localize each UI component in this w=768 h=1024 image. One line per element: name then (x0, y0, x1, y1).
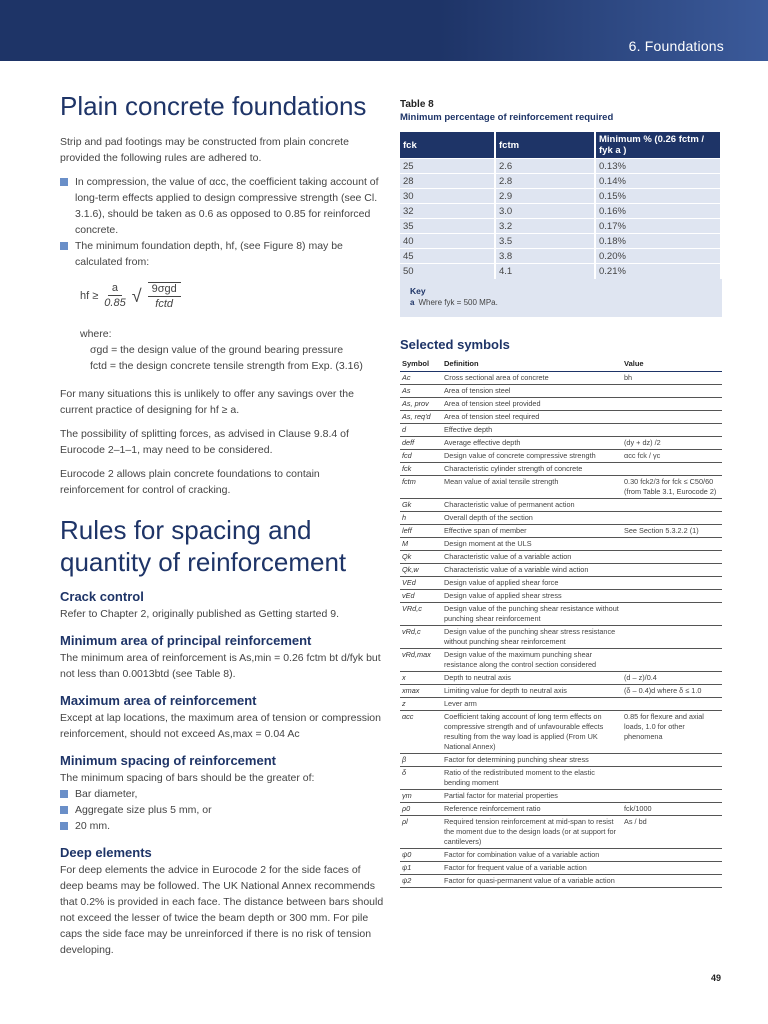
max-area-text: Except at lap locations, the maximum area of tension or compression reinforcement, should not exceed As,max = 0.04 Ac (60, 712, 381, 740)
symbol-row (400, 625, 722, 648)
value-cell (622, 462, 722, 475)
symbols-header-definition: Definition (442, 358, 622, 372)
symbol-row (400, 671, 722, 684)
page-title: Plain concrete foundations (60, 91, 367, 121)
value-cell: bh (622, 371, 722, 384)
definition-cell: Required tension reinforcement at mid-span to resist the moment due to the design loads (or at support for cantilevers) (442, 815, 622, 848)
table8-cell: 2.9 (495, 189, 595, 204)
symbol-cell: z (400, 697, 442, 710)
symbol-cell: ψ0 (400, 848, 442, 861)
symbol-cell: ψ2 (400, 874, 442, 887)
symbol-cell: VRd,c (400, 602, 442, 625)
left-column (60, 90, 385, 966)
value-cell: (d – z)/0.4 (622, 671, 722, 684)
table8-title: Table 8 (400, 99, 434, 110)
where-label: where: (80, 328, 112, 340)
heading-min-spacing: Minimum spacing of reinforcement (60, 753, 276, 768)
right-column (400, 98, 722, 888)
symbol-cell: vEd (400, 589, 442, 602)
value-cell: See Section 5.3.2.2 (1) (622, 524, 722, 537)
bullet-depth: The minimum foundation depth, hf, (see Figure 8) may be calculated from: (60, 238, 385, 270)
paragraph-splitting: The possibility of splitting forces, as advised in Clause 9.8.4 of Eurocode 2–1–1, may need to be considered. (60, 428, 349, 456)
value-cell (622, 511, 722, 524)
heading-deep-elements: Deep elements (60, 845, 152, 860)
symbol-cell: ρ0 (400, 802, 442, 815)
symbol-cell: leff (400, 524, 442, 537)
min-area-text: The minimum area of reinforcement is As,min = 0.26 fctm bt d/fyk but not less than 0.0013btd (see Table 8). (60, 652, 381, 680)
symbol-cell: Qk (400, 550, 442, 563)
where-fctd: fctd = the design concrete tensile strength from Exp. (3.16) (90, 360, 363, 372)
definition-cell: Depth to neutral axis (442, 671, 622, 684)
symbol-row (400, 371, 722, 384)
table8-cell: 45 (400, 249, 495, 264)
symbols-header-value: Value (622, 358, 722, 372)
definition-cell: Cross sectional area of concrete (442, 371, 622, 384)
definition-cell: Coefficient taking account of long term effects on compressive strength and of unfavourable effects resulting from the way load is applied (From UK National Annex) (442, 710, 622, 753)
table8-cell: 3.2 (495, 219, 595, 234)
bullet-compression: In compression, the value of αcc, the coefficient taking account of long-term effects applied to design compressive strength (see Cl. 3.1.6), should be taken as 0.6 as opposed to 0.85 for reinforced concrete. (60, 174, 385, 238)
symbol-row (400, 848, 722, 861)
symbol-cell: Ac (400, 371, 442, 384)
definition-cell: Area of tension steel provided (442, 397, 622, 410)
value-cell (622, 766, 722, 789)
definition-cell: Area of tension steel (442, 384, 622, 397)
table8-cell: 4.1 (495, 264, 595, 279)
symbol-cell: δ (400, 766, 442, 789)
table8-row (400, 204, 721, 219)
value-cell (622, 397, 722, 410)
value-cell: As / bd (622, 815, 722, 848)
table8-cell: 3.5 (495, 234, 595, 249)
heading-min-area: Minimum area of principal reinforcement (60, 633, 312, 648)
symbol-row (400, 697, 722, 710)
table8-subtitle: Minimum percentage of reinforcement required (400, 112, 614, 123)
table8-row (400, 174, 721, 189)
symbol-cell: M (400, 537, 442, 550)
table8-row (400, 159, 721, 174)
table8-row (400, 264, 721, 279)
value-cell (622, 648, 722, 671)
value-cell: (dy + dz) /2 (622, 436, 722, 449)
symbol-row (400, 589, 722, 602)
definition-cell: Characteristic value of a variable action (442, 550, 622, 563)
heading-crack-control: Crack control (60, 589, 144, 604)
symbol-cell: ψ1 (400, 861, 442, 874)
value-cell: αcc fck / γc (622, 449, 722, 462)
definition-cell: Characteristic value of permanent action (442, 498, 622, 511)
symbol-cell: VEd (400, 576, 442, 589)
symbol-row (400, 874, 722, 887)
heading-max-area: Maximum area of reinforcement (60, 693, 257, 708)
table8-row (400, 234, 721, 249)
value-cell (622, 384, 722, 397)
definition-cell: Design value of the maximum punching shear resistance along the control section considered (442, 648, 622, 671)
table8-cell: 28 (400, 174, 495, 189)
table8-cell: 25 (400, 159, 495, 174)
intro-paragraph: Strip and pad footings may be constructed from plain concrete provided the following rules are adhered to. (60, 136, 349, 164)
value-cell (622, 697, 722, 710)
deep-elements-text: For deep elements the advice in Eurocode 2 for the side faces of deep beams may be followed. The UK National Annex recommends that 0.2% is provided in each face. The distance between bars should not exceed the lesser of twice the beam depth or 300 mm. For pile caps the side face may be unreinforced if there is no risk of tension developing. (60, 864, 384, 956)
symbol-cell: d (400, 423, 442, 436)
value-cell: fck/1000 (622, 802, 722, 815)
definition-cell: Design value of the punching shear resistance without punching shear reinforcement (442, 602, 622, 625)
symbol-row (400, 498, 722, 511)
table8-key (400, 279, 722, 317)
value-cell: 0.30 fck2/3 for fck ≤ C50/60 (from Table 3.1, Eurocode 2) (622, 475, 722, 498)
value-cell (622, 625, 722, 648)
formula-denominator-2: fctd (155, 297, 174, 310)
value-cell (622, 410, 722, 423)
formula-numerator: a (108, 282, 122, 296)
symbol-cell: Gk (400, 498, 442, 511)
symbols-table (400, 358, 722, 888)
definition-cell: Area of tension steel required (442, 410, 622, 423)
symbol-row (400, 436, 722, 449)
symbol-row (400, 449, 722, 462)
value-cell: (δ – 0.4)d where δ ≤ 1.0 (622, 684, 722, 697)
key-text: Where fyk = 500 MPa. (418, 297, 498, 307)
symbol-row (400, 384, 722, 397)
symbol-row (400, 524, 722, 537)
table8-cell: 0.20% (595, 249, 721, 264)
symbol-row (400, 576, 722, 589)
symbol-row (400, 684, 722, 697)
formula-denominator: 0.85 (104, 297, 126, 309)
spacing-bullet-3: 20 mm. (60, 818, 385, 834)
value-cell (622, 848, 722, 861)
definition-cell: Characteristic cylinder strength of concrete (442, 462, 622, 475)
symbol-row (400, 563, 722, 576)
symbol-cell: β (400, 753, 442, 766)
table8-row (400, 189, 721, 204)
sqrt-icon: √ (131, 286, 142, 306)
paragraph-savings: For many situations this is unlikely to offer any savings over the current practice of designing for hf ≥ a. (60, 388, 354, 416)
definition-cell: Design value of concrete compressive strength (442, 449, 622, 462)
where-sigma: σgd = the design value of the ground bearing pressure (90, 344, 344, 356)
symbol-row (400, 511, 722, 524)
symbol-row (400, 423, 722, 436)
table8-row (400, 219, 721, 234)
table8-cell: 0.16% (595, 204, 721, 219)
symbol-row (400, 410, 722, 423)
paragraph-eurocode: Eurocode 2 allows plain concrete foundations to contain reinforcement for control of cracking. (60, 468, 320, 496)
symbol-row (400, 753, 722, 766)
table8-cell: 0.17% (595, 219, 721, 234)
symbol-cell: deff (400, 436, 442, 449)
symbol-cell: As (400, 384, 442, 397)
table8-header-min: Minimum % (0.26 fctm / fyk a ) (595, 132, 721, 159)
definition-cell: Design moment at the ULS (442, 537, 622, 550)
symbol-row (400, 802, 722, 815)
definition-cell: Factor for quasi-permanent value of a variable action (442, 874, 622, 887)
key-title: Key (410, 285, 426, 296)
section-title: 6. Foundations (628, 38, 724, 54)
value-cell (622, 861, 722, 874)
depth-formula (80, 276, 385, 316)
table8-cell: 3.8 (495, 249, 595, 264)
value-cell (622, 753, 722, 766)
symbol-cell: vRd,c (400, 625, 442, 648)
min-spacing-text: The minimum spacing of bars should be the greater of: (60, 772, 315, 784)
formula-sqrt (132, 282, 187, 311)
table8-cell: 0.21% (595, 264, 721, 279)
value-cell (622, 602, 722, 625)
symbol-cell: vRd,max (400, 648, 442, 671)
formula-lhs: hf ≥ (80, 290, 99, 302)
key-letter: a (410, 297, 415, 307)
symbol-row (400, 397, 722, 410)
symbol-row (400, 861, 722, 874)
table8-cell: 30 (400, 189, 495, 204)
spacing-bullet-2: Aggregate size plus 5 mm, or (60, 802, 385, 818)
value-cell (622, 789, 722, 802)
symbol-row (400, 789, 722, 802)
definition-cell: Design value of applied shear force (442, 576, 622, 589)
definition-cell: Characteristic value of a variable wind action (442, 563, 622, 576)
table8-header-fck: fck (400, 132, 495, 159)
value-cell (622, 576, 722, 589)
symbol-row (400, 537, 722, 550)
definition-cell: Factor for frequent value of a variable action (442, 861, 622, 874)
definition-cell: Ratio of the redistributed moment to the elastic bending moment (442, 766, 622, 789)
table8 (400, 132, 722, 279)
value-cell (622, 550, 722, 563)
section-title-rules: Rules for spacing and quantity of reinforcement (60, 515, 347, 577)
symbol-row (400, 462, 722, 475)
definition-cell: Effective span of member (442, 524, 622, 537)
symbol-row (400, 602, 722, 625)
definition-cell: Overall depth of the section (442, 511, 622, 524)
definition-cell: Reference reinforcement ratio (442, 802, 622, 815)
definition-cell: Design value of applied shear stress (442, 589, 622, 602)
table8-cell: 35 (400, 219, 495, 234)
table8-cell: 32 (400, 204, 495, 219)
symbol-row (400, 475, 722, 498)
value-cell (622, 874, 722, 887)
symbol-row (400, 710, 722, 753)
formula-numerator-2: 9σgd (148, 283, 181, 297)
symbol-cell: As, req'd (400, 410, 442, 423)
table8-cell: 40 (400, 234, 495, 249)
where-block (80, 326, 385, 374)
symbol-cell: h (400, 511, 442, 524)
value-cell (622, 589, 722, 602)
definition-cell: Partial factor for material properties (442, 789, 622, 802)
definition-cell: Lever arm (442, 697, 622, 710)
symbols-title: Selected symbols (400, 336, 510, 352)
value-cell (622, 537, 722, 550)
definition-cell: Design value of the punching shear stress resistance without punching shear reinforcement (442, 625, 622, 648)
value-cell: 0.85 for flexure and axial loads, 1.0 for other phenomena (622, 710, 722, 753)
symbol-cell: fcd (400, 449, 442, 462)
table8-cell: 0.18% (595, 234, 721, 249)
definition-cell: Factor for combination value of a variable action (442, 848, 622, 861)
symbol-cell: ρl (400, 815, 442, 848)
table8-header-fctm: fctm (495, 132, 595, 159)
value-cell (622, 498, 722, 511)
definition-cell: Mean value of axial tensile strength (442, 475, 622, 498)
table8-row (400, 249, 721, 264)
table8-cell: 50 (400, 264, 495, 279)
definition-cell: Limiting value for depth to neutral axis (442, 684, 622, 697)
symbol-row (400, 648, 722, 671)
formula-fraction-2 (148, 282, 181, 311)
value-cell (622, 423, 722, 436)
spacing-bullet-1: Bar diameter, (60, 786, 385, 802)
symbol-row (400, 550, 722, 563)
symbol-cell: xmax (400, 684, 442, 697)
crack-control-text: Refer to Chapter 2, originally published as Getting started 9. (60, 608, 339, 620)
table8-cell: 0.15% (595, 189, 721, 204)
definition-cell: Factor for determining punching shear stress (442, 753, 622, 766)
table8-cell: 3.0 (495, 204, 595, 219)
definition-cell: Effective depth (442, 423, 622, 436)
symbol-cell: x (400, 671, 442, 684)
formula-fraction (104, 282, 125, 310)
symbol-cell: As, prov (400, 397, 442, 410)
symbols-header-row (400, 358, 722, 372)
value-cell (622, 563, 722, 576)
table8-cell: 0.14% (595, 174, 721, 189)
symbol-row (400, 815, 722, 848)
definition-cell: Average effective depth (442, 436, 622, 449)
symbol-cell: γm (400, 789, 442, 802)
symbols-header-symbol: Symbol (400, 358, 442, 372)
table8-cell: 0.13% (595, 159, 721, 174)
table8-cell: 2.8 (495, 174, 595, 189)
symbol-cell: αcc (400, 710, 442, 753)
table8-cell: 2.6 (495, 159, 595, 174)
symbol-cell: Qk,w (400, 563, 442, 576)
symbol-row (400, 766, 722, 789)
symbol-cell: fck (400, 462, 442, 475)
symbol-cell: fctm (400, 475, 442, 498)
page-number: 49 (711, 973, 722, 983)
table8-header-row (400, 132, 721, 159)
